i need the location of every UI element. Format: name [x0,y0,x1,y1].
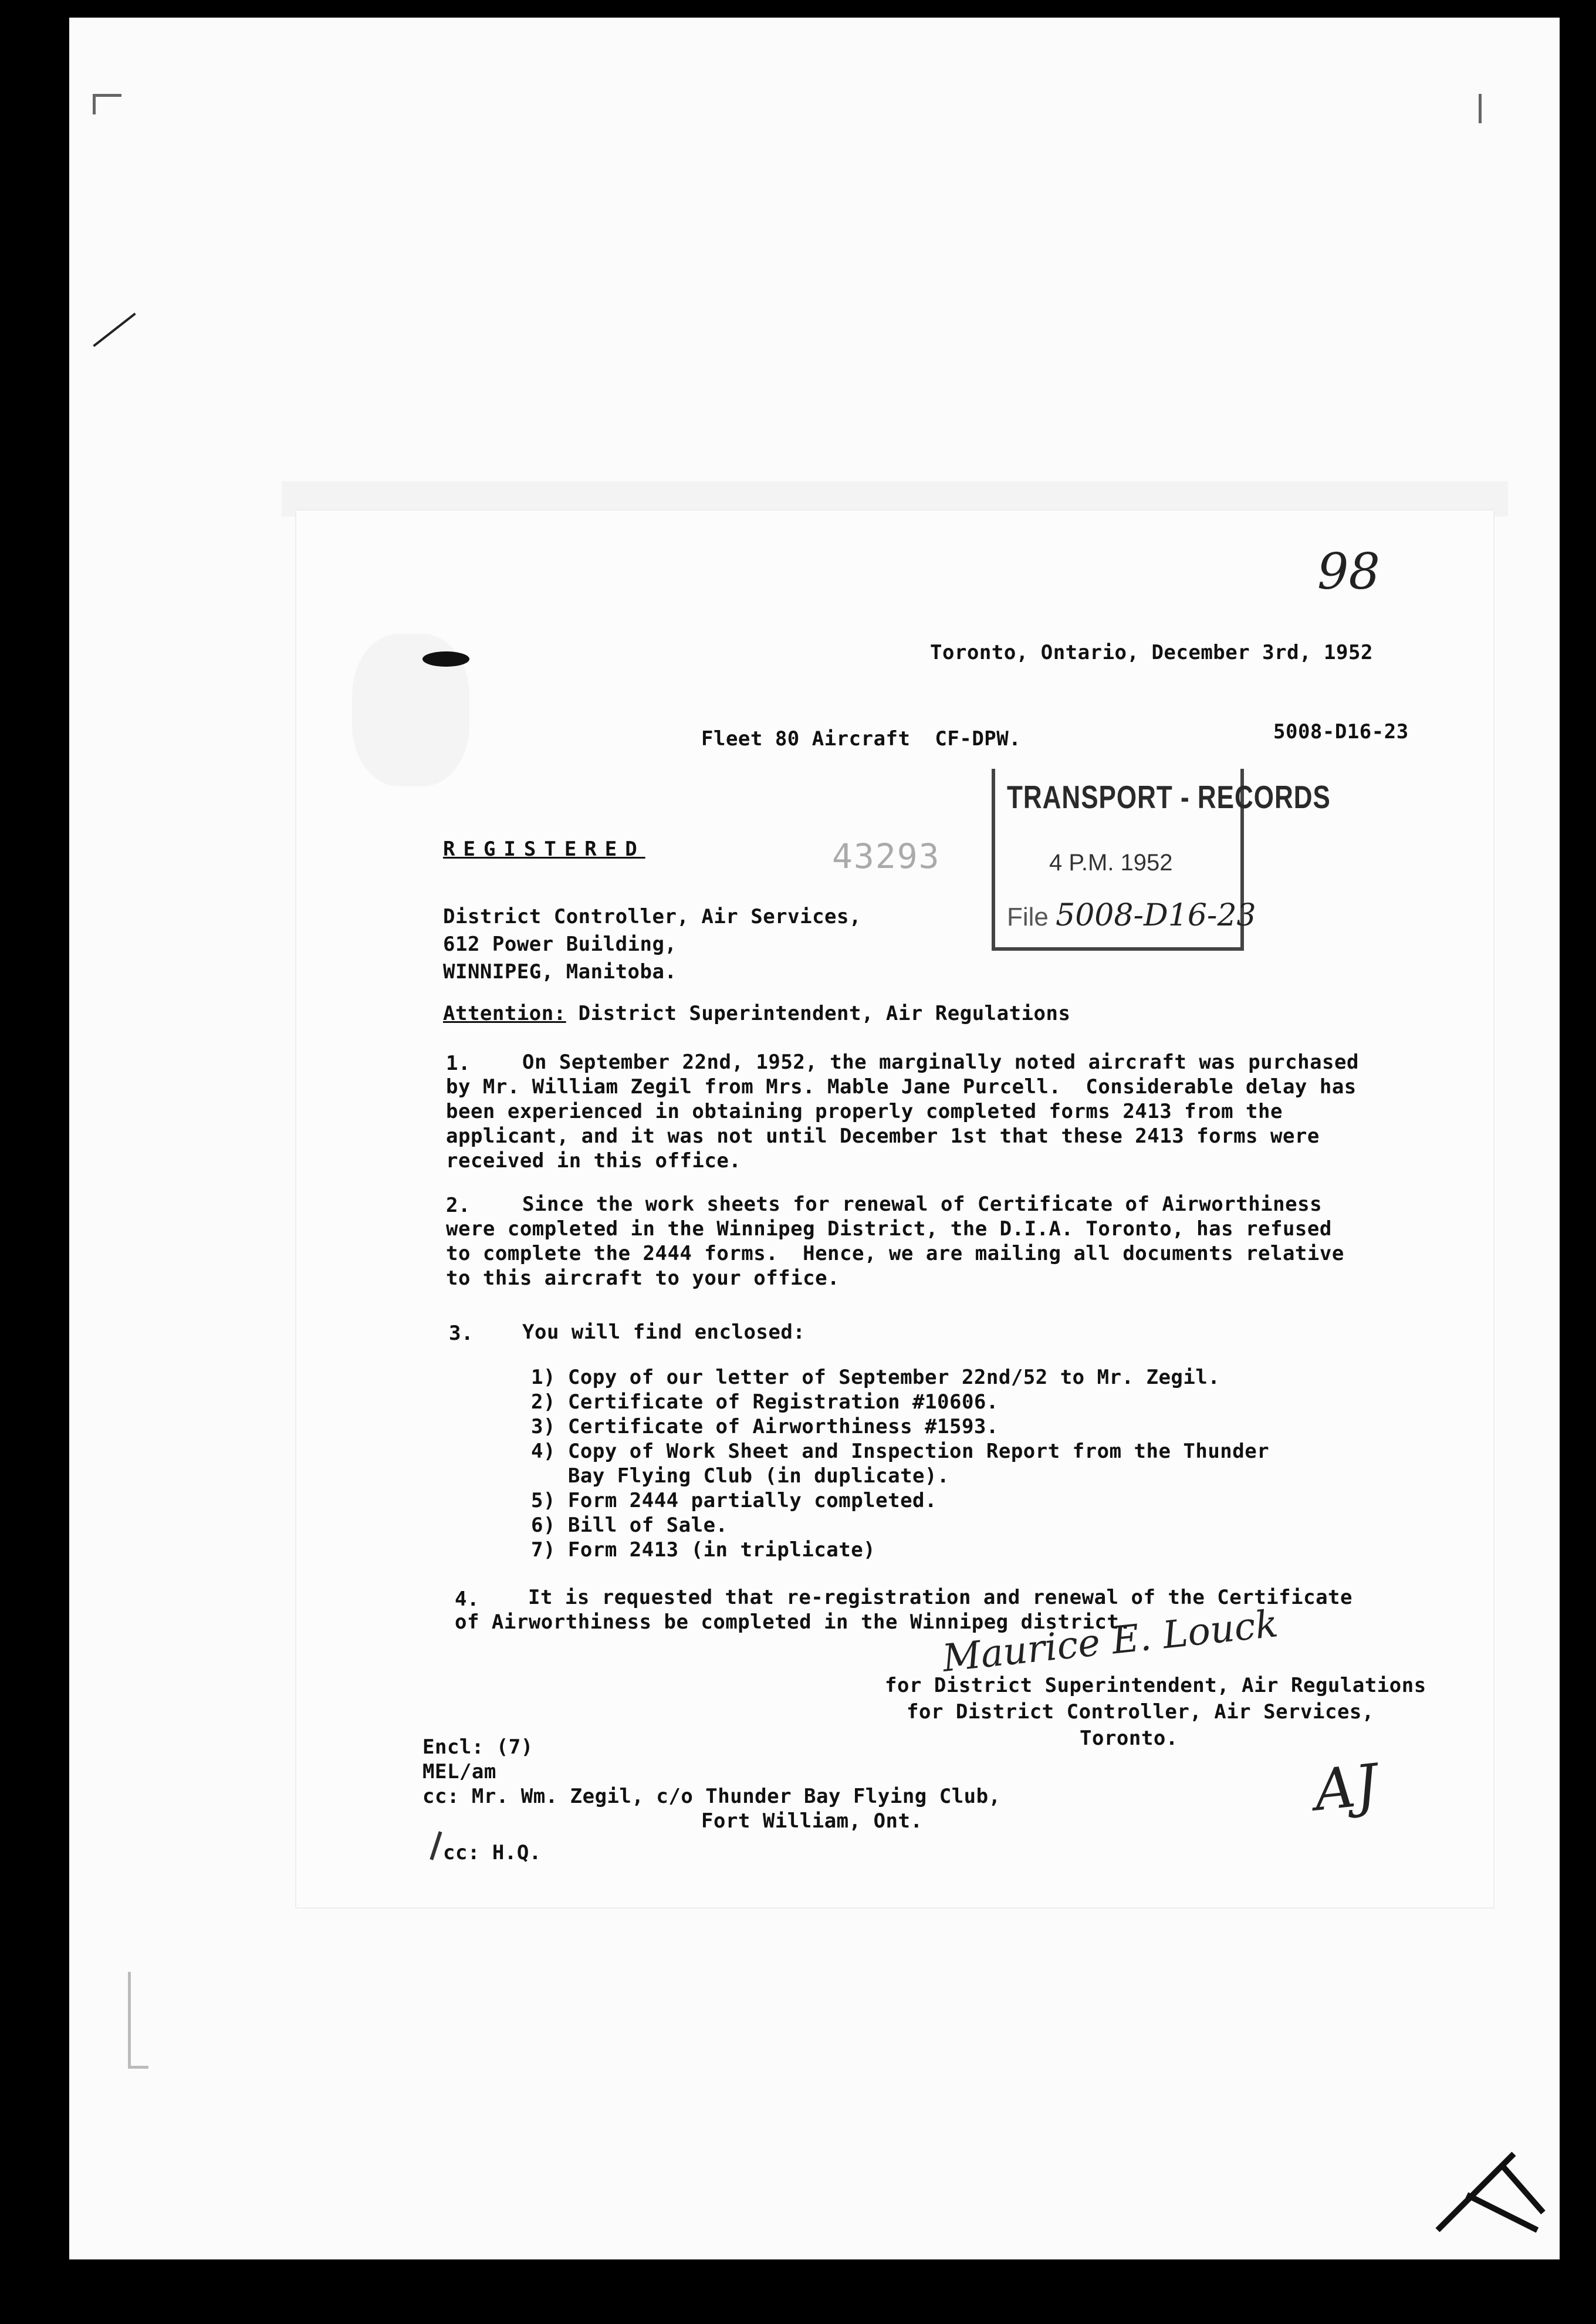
addressee-line: 612 Power Building, [443,933,677,956]
paragraph-number: 1. [446,1052,471,1075]
paragraph-number: 3. [449,1322,474,1345]
handwritten-initials: AJ [1311,1751,1381,1824]
paragraph-line: You will find enclosed: [522,1320,806,1344]
faint-registration-number: 43293 [832,836,941,876]
attention-line [443,1001,1070,1026]
transport-records-stamp [992,769,1331,951]
enclosure-item: Bay Flying Club (in duplicate). [531,1464,949,1488]
stamp-file-number: 5008-D16-23 [1056,898,1256,933]
typist-initials: MEL/am [422,1760,496,1783]
ink-smudge [422,651,469,667]
paragraph-line: been experienced in obtaining properly completed forms 2413 from the [446,1100,1283,1123]
film-scratch-mark [1432,2142,1549,2236]
attention-label: Attention: [443,1002,566,1025]
file-reference: 5008-D16-23 [1273,720,1409,744]
enclosure-count: Encl: (7) [422,1735,533,1759]
paragraph-line: were completed in the Winnipeg District, the D.I.A. Toronto, has refused [446,1217,1332,1241]
carbon-copy-hq: cc: H.Q. [443,1841,542,1864]
paragraph-line: to this aircraft to your office. [446,1266,840,1290]
place-and-date: Toronto, Ontario, December 3rd, 1952 [930,641,1373,664]
paragraph-line: It is requested that re-registration and renewal of the Certificate [528,1586,1352,1609]
paragraph-number: 4. [455,1587,479,1611]
crop-mark-bottom-left [128,1972,148,2069]
enclosure-item: 1) Copy of our letter of September 22nd/52 to Mr. Zegil. [531,1366,1220,1389]
carbon-copy-line: cc: Mr. Wm. Zegil, c/o Thunder Bay Flying Club, [422,1785,1001,1808]
stamp-date: 4 P.M. 1952 [1049,850,1173,876]
handwritten-file-number: 98 [1317,543,1380,600]
handwritten-signature: Maurice E. Louck [940,1602,1280,1681]
enclosure-item: 7) Form 2413 (in triplicate) [531,1538,876,1562]
paragraph-line: to complete the 2444 forms. Hence, we are mailing all documents relative [446,1242,1344,1265]
crop-mark-top-right [1473,94,1482,123]
paragraph-line: by Mr. William Zegil from Mrs. Mable Jane Purcell. Considerable delay has [446,1075,1357,1099]
signature-line: for District Superintendent, Air Regulations [885,1674,1426,1697]
carbon-copy-line: Fort William, Ont. [701,1809,923,1833]
paragraph-line: On September 22nd, 1952, the marginally noted aircraft was purchased [522,1050,1359,1074]
subject-aircraft: Fleet 80 Aircraft CF-DPW. [701,727,1022,751]
attention-text: District Superintendent, Air Regulations [566,1002,1071,1025]
signature-line: Toronto. [1080,1727,1178,1750]
signature-line: for District Controller, Air Services, [907,1700,1374,1724]
enclosure-item: 2) Certificate of Registration #10606. [531,1390,999,1414]
registered-label: REGISTERED [443,837,645,861]
paragraph-line: applicant, and it was not until December 1st that these 2413 forms were [446,1124,1320,1148]
paragraph-line: of Airworthiness be completed in the Winnipeg district. [455,1610,1132,1634]
addressee-line: WINNIPEG, Manitoba. [443,960,677,984]
stamp-file-line [1007,898,1256,933]
stamp-title: TRANSPORT - RECORDS [1007,779,1331,816]
enclosure-item: 3) Certificate of Airworthiness #1593. [531,1415,999,1438]
enclosure-item: 5) Form 2444 partially completed. [531,1489,938,1512]
paragraph-line: received in this office. [446,1149,742,1173]
enclosure-item: 6) Bill of Sale. [531,1514,728,1537]
enclosure-item: 4) Copy of Work Sheet and Inspection Report from the Thunder [531,1440,1270,1463]
addressee-line: District Controller, Air Services, [443,905,861,928]
stamp-file-prefix: File [1007,903,1049,931]
paragraph-line: Since the work sheets for renewal of Certificate of Airworthiness [522,1193,1323,1216]
paragraph-number: 2. [446,1194,471,1217]
crop-mark-top-left [93,94,121,114]
